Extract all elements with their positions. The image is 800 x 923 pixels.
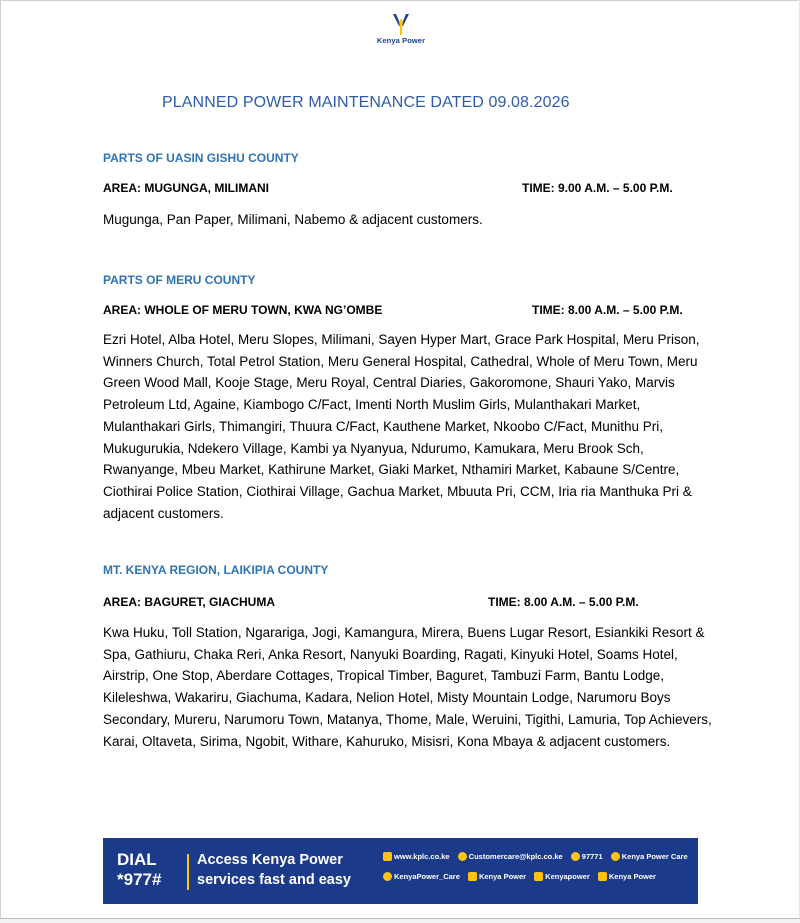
footer-banner [103, 838, 698, 904]
facebook-icon [611, 852, 620, 861]
twitter-link[interactable] [383, 872, 460, 881]
area-label: AREA: WHOLE OF MERU TOWN, KWA NG’OMBE [103, 303, 383, 317]
footer-contacts [383, 852, 693, 892]
area-label: AREA: MUGUNGA, MILIMANI [103, 181, 269, 195]
area-label: AREA: BAGURET, GIACHUMA [103, 595, 275, 609]
footer-divider [187, 854, 189, 890]
time-label: TIME: 8.00 A.M. – 5.00 P.M. [488, 595, 639, 609]
instagram-icon [534, 872, 543, 881]
page-edge-top [0, 0, 800, 1]
globe-icon [383, 852, 392, 861]
dial-label: DIAL [117, 850, 157, 869]
youtube-text: Kenya Power [608, 872, 656, 881]
website-text: www.kplc.co.ke [394, 852, 450, 861]
dial-code [117, 850, 177, 890]
kenya-power-logo-icon [390, 12, 412, 36]
location-list: Mugunga, Pan Paper, Milimani, Nabemo & adjacent customers. [103, 212, 483, 227]
email-link[interactable] [458, 852, 563, 861]
brand-name: Kenya Power [376, 36, 426, 45]
sms-text: 97771 [581, 852, 603, 861]
dial-number: *977# [117, 870, 162, 889]
time-label: TIME: 9.00 A.M. – 5.00 P.M. [522, 181, 673, 195]
twitter-icon [383, 872, 392, 881]
youtube-icon [598, 872, 607, 881]
county-heading: PARTS OF MERU COUNTY [103, 273, 256, 287]
county-heading: PARTS OF UASIN GISHU COUNTY [103, 151, 299, 165]
phone-icon [571, 852, 580, 861]
facebook-link[interactable] [611, 852, 688, 861]
email-icon [458, 852, 467, 861]
location-list: Ezri Hotel, Alba Hotel, Meru Slopes, Milimani, Sayen Hyper Mart, Grace Park Hospital, Meru Prison, Winners Church, Total Petrol Station, Meru General Hospital, Cathedral, Whole of Meru Town, Meru Green Wood Mall, Kooje Stage, Meru Royal, Central Diaries, Gakoromone, Shauri Yako, Marvis Petroleum Ltd, Againe, Kiambogo C/Fact, Imenti North Muslim Girls, Mulanthakari Market, Mulanthakari Girls, Thimangiri, Thuura C/Fact, Kauthene Market, Nkoobo C/Fact, Munithu Pri, Mukugurukia, Ndekero Village, Kambi ya Nyanyua, Ndurumo, Kamukara, Meru Brook Sch, Rwanyange, Mbeu Market, Kathirune Market, Giaki Market, Nthamiri Market, Kabaune S/Centre, Ciothirai Police Station, Ciothirai Village, Gachua Market, Mbuuta Pri, CCM, Iria ria Manthuka Pri & adjacent customers. [103, 332, 700, 521]
contact-row-1 [383, 852, 693, 872]
kenya-power-logo [369, 12, 433, 52]
page-edge-bottom [0, 918, 800, 923]
county-heading: MT. KENYA REGION, LAIKIPIA COUNTY [103, 563, 329, 577]
time-label: TIME: 8.00 A.M. – 5.00 P.M. [532, 303, 683, 317]
youtube-link[interactable] [598, 872, 656, 881]
instagram-link[interactable] [534, 872, 590, 881]
facebook-text: Kenya Power Care [621, 852, 688, 861]
twitter-text: KenyaPower_Care [394, 872, 460, 881]
instagram-text: Kenyapower [545, 872, 590, 881]
linkedin-link[interactable] [468, 872, 526, 881]
contact-row-2 [383, 872, 693, 892]
linkedin-icon [468, 872, 477, 881]
tagline-line-1: Access Kenya Power [197, 852, 343, 868]
website-link[interactable] [383, 852, 450, 861]
email-text: Customercare@kplc.co.ke [468, 852, 563, 861]
page-edge-left [0, 0, 1, 922]
tagline-line-2: services fast and easy [197, 872, 351, 888]
footer-tagline [197, 850, 377, 890]
sms-link[interactable] [571, 852, 603, 861]
location-list: Kwa Huku, Toll Station, Ngarariga, Jogi, Kamangura, Mirera, Buens Lugar Resort, Esiankiki Resort & Spa, Gathiuru, Chaka Reri, Anka Resort, Nanyuki Boarding, Ragati, Kinyuki Hotel, Soams Hotel, Airstrip, One Stop, Aberdare Cottages, Tropical Timber, Baguret, Tambuzi Farm, Bantu Lodge, Kileleshwa, Wakariru, Giachuma, Kadara, Nelion Hotel, Misty Mountain Lodge, Narumoru Boys Secondary, Mureru, Narumoru Town, Matanya, Thome, Male, Weruini, Tigithi, Lamuria, Top Achievers, Karai, Oltaveta, Sirima, Ngobit, Withare, Kahuruko, Misisri, Kona Mbaya & adjacent customers. [103, 625, 712, 749]
linkedin-text: Kenya Power [478, 872, 527, 881]
page-title: PLANNED POWER MAINTENANCE DATED 09.08.2026 [162, 94, 570, 111]
